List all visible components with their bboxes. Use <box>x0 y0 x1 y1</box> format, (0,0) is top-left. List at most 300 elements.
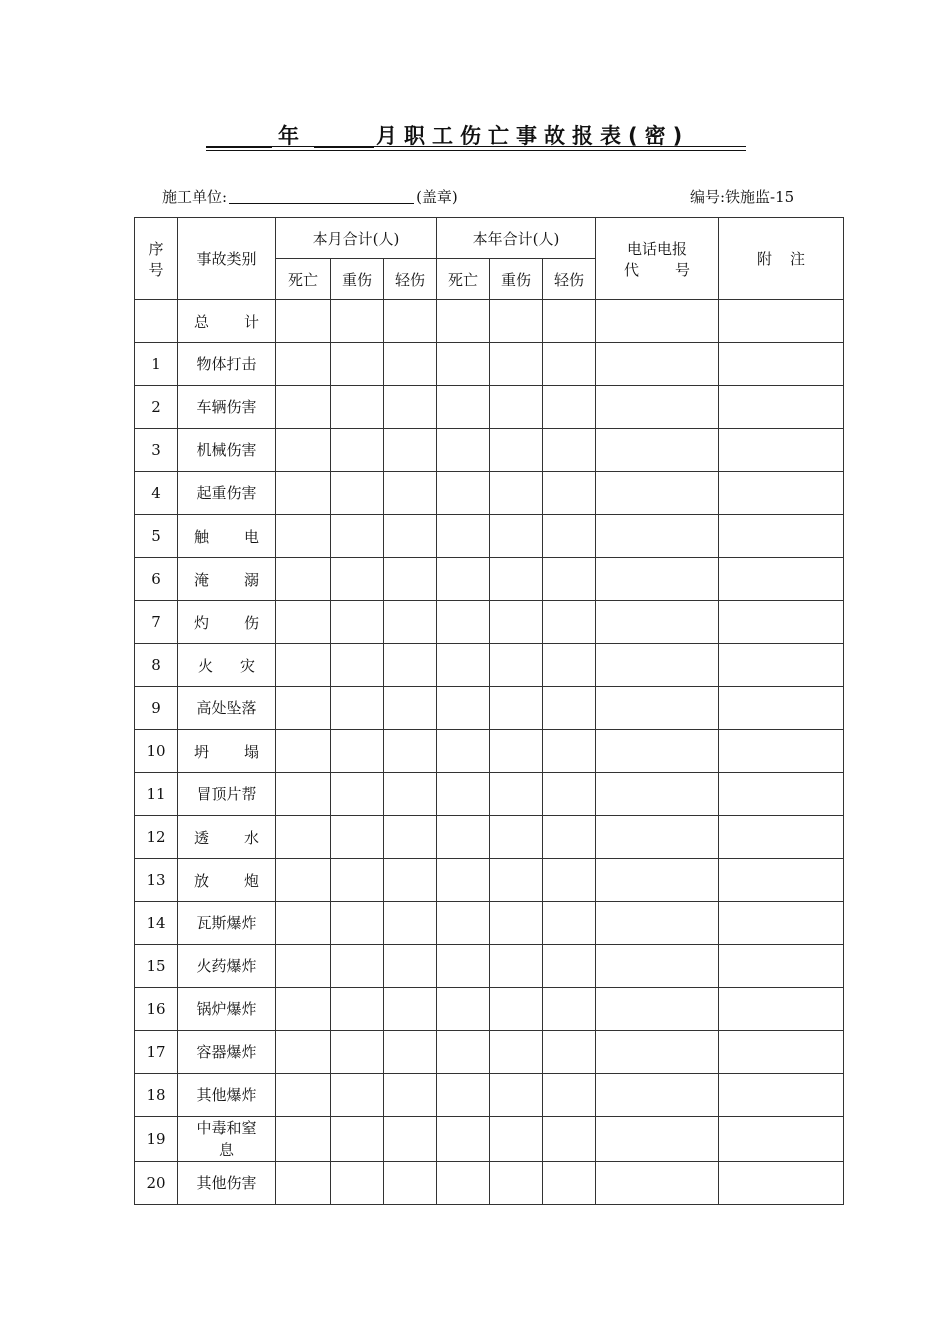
category-name-a: 坍 <box>194 742 210 761</box>
table-row <box>135 687 844 730</box>
input-cell[interactable] <box>276 300 331 343</box>
input-cell[interactable] <box>543 859 596 902</box>
total-label-a: 总 <box>194 312 210 331</box>
input-cell[interactable] <box>276 816 331 859</box>
telegram-code-header <box>596 218 719 300</box>
input-cell[interactable] <box>596 773 719 816</box>
month-serious-header: 重伤 <box>331 259 384 300</box>
input-cell[interactable] <box>719 558 844 601</box>
note-header <box>719 218 844 300</box>
total-row <box>135 300 844 343</box>
input-cell[interactable] <box>331 988 384 1031</box>
category-name-text <box>178 612 275 633</box>
input-cell[interactable] <box>331 1074 384 1117</box>
input-cell[interactable] <box>437 1031 490 1074</box>
category-name-text: 其他伤害 <box>196 1174 257 1192</box>
category-name-text: 冒顶片帮 <box>196 785 257 803</box>
input-cell[interactable] <box>384 558 437 601</box>
row-number: 5 <box>135 515 178 558</box>
input-cell[interactable] <box>596 859 719 902</box>
input-cell[interactable] <box>719 1074 844 1117</box>
input-cell[interactable] <box>384 300 437 343</box>
input-cell[interactable] <box>276 902 331 945</box>
category-name-a: 淹 <box>194 570 210 589</box>
input-cell[interactable] <box>437 644 490 687</box>
year-death-header: 死亡 <box>437 259 490 300</box>
total-label-text <box>178 311 275 332</box>
year-serious-header: 重伤 <box>490 259 543 300</box>
input-cell[interactable] <box>596 988 719 1031</box>
input-cell[interactable] <box>719 1162 844 1205</box>
input-cell[interactable] <box>331 859 384 902</box>
total-label <box>178 300 276 343</box>
seal-label: (盖章) <box>416 188 458 206</box>
telegram-header-top: 电话电报 <box>627 239 688 258</box>
title-double-underline <box>206 146 746 151</box>
input-cell[interactable] <box>719 988 844 1031</box>
input-cell[interactable] <box>331 816 384 859</box>
input-cell[interactable] <box>543 816 596 859</box>
input-cell[interactable] <box>384 902 437 945</box>
telegram-header-b2: 号 <box>675 260 691 279</box>
input-cell[interactable] <box>331 773 384 816</box>
input-cell[interactable] <box>276 730 331 773</box>
input-cell[interactable] <box>331 300 384 343</box>
input-cell[interactable] <box>276 515 331 558</box>
row-number: 17 <box>135 1031 178 1074</box>
category-name <box>178 902 276 945</box>
table-row <box>135 644 844 687</box>
input-cell[interactable] <box>331 730 384 773</box>
input-cell[interactable] <box>437 1117 490 1162</box>
input-cell[interactable] <box>490 859 543 902</box>
input-cell[interactable] <box>490 515 543 558</box>
table-row <box>135 343 844 386</box>
input-cell[interactable] <box>719 859 844 902</box>
input-cell[interactable] <box>490 730 543 773</box>
input-cell[interactable] <box>596 515 719 558</box>
input-cell[interactable] <box>437 386 490 429</box>
input-cell[interactable] <box>437 343 490 386</box>
input-cell[interactable] <box>596 644 719 687</box>
row-number: 19 <box>135 1117 178 1162</box>
input-cell[interactable] <box>543 1031 596 1074</box>
input-cell[interactable] <box>384 1031 437 1074</box>
input-cell[interactable] <box>543 1117 596 1162</box>
input-cell[interactable] <box>276 558 331 601</box>
input-cell[interactable] <box>384 1117 437 1162</box>
row-number: 18 <box>135 1074 178 1117</box>
row-number: 20 <box>135 1162 178 1205</box>
category-name-b: 水 <box>243 828 259 847</box>
category-name-text: 起重伤害 <box>196 484 257 502</box>
input-cell[interactable] <box>490 1117 543 1162</box>
input-cell[interactable] <box>384 859 437 902</box>
unit-label: 施工单位: <box>162 188 228 206</box>
input-cell[interactable] <box>437 601 490 644</box>
category-name <box>178 601 276 644</box>
input-cell[interactable] <box>543 300 596 343</box>
unit-input-line[interactable] <box>229 189 414 204</box>
input-cell[interactable] <box>543 515 596 558</box>
input-cell[interactable] <box>490 1031 543 1074</box>
input-cell[interactable] <box>490 558 543 601</box>
input-cell[interactable] <box>384 644 437 687</box>
input-cell[interactable] <box>719 730 844 773</box>
category-name-a: 火 <box>198 656 214 675</box>
category-name-text: 机械伤害 <box>196 441 257 459</box>
row-number: 13 <box>135 859 178 902</box>
input-cell[interactable] <box>384 1162 437 1205</box>
input-cell[interactable] <box>490 687 543 730</box>
category-name-text <box>178 569 275 590</box>
input-cell[interactable] <box>719 429 844 472</box>
input-cell[interactable] <box>437 429 490 472</box>
row-number: 9 <box>135 687 178 730</box>
category-name-a: 触 <box>194 527 210 546</box>
table-row <box>135 472 844 515</box>
category-name-b: 炮 <box>243 871 259 890</box>
note-header-text <box>719 248 843 269</box>
input-cell[interactable] <box>384 1074 437 1117</box>
note-header-b: 注 <box>790 250 806 268</box>
input-cell[interactable] <box>490 300 543 343</box>
category-name <box>178 988 276 1031</box>
input-cell[interactable] <box>719 945 844 988</box>
total-seq-cell <box>135 300 178 343</box>
category-name <box>178 429 276 472</box>
seq-header-top: 序 <box>148 239 164 258</box>
category-name <box>178 1031 276 1074</box>
category-name-text: 物体打击 <box>196 355 257 373</box>
input-cell[interactable] <box>437 816 490 859</box>
category-name-text: 锅炉爆炸 <box>196 1000 257 1018</box>
input-cell[interactable] <box>384 687 437 730</box>
input-cell[interactable] <box>719 515 844 558</box>
input-cell[interactable] <box>331 1162 384 1205</box>
table-row <box>135 515 844 558</box>
input-cell[interactable] <box>719 472 844 515</box>
input-cell[interactable] <box>719 300 844 343</box>
input-cell[interactable] <box>384 730 437 773</box>
input-cell[interactable] <box>276 601 331 644</box>
input-cell[interactable] <box>543 730 596 773</box>
table-row <box>135 816 844 859</box>
header-row-1 <box>135 218 844 259</box>
category-name <box>178 472 276 515</box>
input-cell[interactable] <box>596 902 719 945</box>
category-name-text <box>178 827 275 848</box>
input-cell[interactable] <box>331 386 384 429</box>
input-cell[interactable] <box>437 1162 490 1205</box>
input-cell[interactable] <box>331 945 384 988</box>
input-cell[interactable] <box>276 644 331 687</box>
input-cell[interactable] <box>437 945 490 988</box>
category-name-text <box>178 526 275 547</box>
input-cell[interactable] <box>719 1031 844 1074</box>
input-cell[interactable] <box>719 773 844 816</box>
category-name-text: 容器爆炸 <box>196 1043 257 1061</box>
input-cell[interactable] <box>331 601 384 644</box>
input-cell[interactable] <box>490 988 543 1031</box>
year-total-header: 本年合计(人) <box>437 218 596 259</box>
input-cell[interactable] <box>384 472 437 515</box>
input-cell[interactable] <box>276 859 331 902</box>
input-cell[interactable] <box>276 945 331 988</box>
input-cell[interactable] <box>276 1162 331 1205</box>
category-name-text: 其他爆炸 <box>196 1086 257 1104</box>
category-name <box>178 644 276 687</box>
input-cell[interactable] <box>331 343 384 386</box>
input-cell[interactable] <box>543 902 596 945</box>
category-name-b: 溺 <box>243 570 259 589</box>
row-number: 15 <box>135 945 178 988</box>
table-row <box>135 945 844 988</box>
input-cell[interactable] <box>596 601 719 644</box>
input-cell[interactable] <box>596 558 719 601</box>
input-cell[interactable] <box>719 902 844 945</box>
category-name-b: 塌 <box>243 742 259 761</box>
input-cell[interactable] <box>384 343 437 386</box>
input-cell[interactable] <box>490 1074 543 1117</box>
input-cell[interactable] <box>490 1162 543 1205</box>
input-cell[interactable] <box>719 386 844 429</box>
input-cell[interactable] <box>331 558 384 601</box>
telegram-header-b1: 代 <box>624 260 640 279</box>
input-cell[interactable] <box>596 945 719 988</box>
category-name <box>178 1117 276 1162</box>
input-cell[interactable] <box>437 859 490 902</box>
input-cell[interactable] <box>437 773 490 816</box>
input-cell[interactable] <box>596 429 719 472</box>
input-cell[interactable] <box>490 386 543 429</box>
row-number: 14 <box>135 902 178 945</box>
month-total-header: 本月合计(人) <box>276 218 437 259</box>
input-cell[interactable] <box>276 1031 331 1074</box>
category-name <box>178 515 276 558</box>
category-name <box>178 730 276 773</box>
input-cell[interactable] <box>437 1074 490 1117</box>
input-cell[interactable] <box>384 816 437 859</box>
input-cell[interactable] <box>331 1117 384 1162</box>
row-number: 3 <box>135 429 178 472</box>
input-cell[interactable] <box>719 1117 844 1162</box>
category-name <box>178 945 276 988</box>
month-minor-header: 轻伤 <box>384 259 437 300</box>
row-number: 2 <box>135 386 178 429</box>
input-cell[interactable] <box>596 343 719 386</box>
category-name-text <box>178 741 275 762</box>
input-cell[interactable] <box>437 558 490 601</box>
category-name <box>178 687 276 730</box>
input-cell[interactable] <box>437 515 490 558</box>
input-cell[interactable] <box>331 515 384 558</box>
category-name-b: 伤 <box>243 613 259 632</box>
category-name-text: 高处坠落 <box>196 699 257 717</box>
unit-field <box>162 186 458 207</box>
input-cell[interactable] <box>276 1117 331 1162</box>
table-row <box>135 558 844 601</box>
input-cell[interactable] <box>596 1162 719 1205</box>
input-cell[interactable] <box>276 343 331 386</box>
input-cell[interactable] <box>490 644 543 687</box>
input-cell[interactable] <box>331 902 384 945</box>
category-name-b: 电 <box>243 527 259 546</box>
input-cell[interactable] <box>543 386 596 429</box>
input-cell[interactable] <box>276 472 331 515</box>
table-row <box>135 988 844 1031</box>
input-cell[interactable] <box>543 773 596 816</box>
category-name <box>178 343 276 386</box>
input-cell[interactable] <box>331 644 384 687</box>
input-cell[interactable] <box>437 988 490 1031</box>
row-number: 11 <box>135 773 178 816</box>
row-number: 10 <box>135 730 178 773</box>
category-header: 事故类别 <box>178 218 276 300</box>
input-cell[interactable] <box>596 1074 719 1117</box>
category-name <box>178 558 276 601</box>
input-cell[interactable] <box>276 1074 331 1117</box>
input-cell[interactable] <box>543 1162 596 1205</box>
row-number: 8 <box>135 644 178 687</box>
input-cell[interactable] <box>331 687 384 730</box>
seq-header <box>135 218 178 300</box>
accident-report-table <box>134 217 844 1205</box>
input-cell[interactable] <box>596 687 719 730</box>
category-rows <box>135 343 844 1205</box>
input-cell[interactable] <box>719 601 844 644</box>
input-cell[interactable] <box>331 1031 384 1074</box>
input-cell[interactable] <box>596 386 719 429</box>
input-cell[interactable] <box>490 773 543 816</box>
table-row <box>135 1117 844 1162</box>
input-cell[interactable] <box>384 429 437 472</box>
title-text: 月职工伤亡事故报表(密) <box>376 124 690 148</box>
category-name-a: 灼 <box>194 613 210 632</box>
input-cell[interactable] <box>384 386 437 429</box>
category-name <box>178 1162 276 1205</box>
input-cell[interactable] <box>276 988 331 1031</box>
input-cell[interactable] <box>331 472 384 515</box>
month-death-header: 死亡 <box>276 259 331 300</box>
input-cell[interactable] <box>543 945 596 988</box>
table-row <box>135 730 844 773</box>
input-cell[interactable] <box>543 429 596 472</box>
row-number: 6 <box>135 558 178 601</box>
input-cell[interactable] <box>490 472 543 515</box>
category-name-a: 透 <box>194 828 210 847</box>
table-row <box>135 1031 844 1074</box>
input-cell[interactable] <box>596 816 719 859</box>
input-cell[interactable] <box>596 1117 719 1162</box>
year-minor-header: 轻伤 <box>543 259 596 300</box>
input-cell[interactable] <box>276 386 331 429</box>
row-number: 4 <box>135 472 178 515</box>
input-cell[interactable] <box>437 902 490 945</box>
category-name-text: 火药爆炸 <box>196 957 257 975</box>
category-name <box>178 859 276 902</box>
table-row <box>135 773 844 816</box>
input-cell[interactable] <box>437 300 490 343</box>
input-cell[interactable] <box>490 816 543 859</box>
input-cell[interactable] <box>543 1074 596 1117</box>
input-cell[interactable] <box>543 558 596 601</box>
input-cell[interactable] <box>719 816 844 859</box>
input-cell[interactable] <box>331 429 384 472</box>
input-cell[interactable] <box>490 343 543 386</box>
category-name-text <box>178 655 275 676</box>
total-label-b: 计 <box>243 312 259 331</box>
category-name <box>178 773 276 816</box>
input-cell[interactable] <box>437 472 490 515</box>
telegram-header-bottom <box>596 259 718 280</box>
input-cell[interactable] <box>543 644 596 687</box>
category-name-a: 放 <box>194 871 210 890</box>
input-cell[interactable] <box>596 472 719 515</box>
input-cell[interactable] <box>596 730 719 773</box>
input-cell[interactable] <box>437 687 490 730</box>
category-name <box>178 816 276 859</box>
input-cell[interactable] <box>384 988 437 1031</box>
input-cell[interactable] <box>490 902 543 945</box>
input-cell[interactable] <box>543 472 596 515</box>
title-year-label: 年 <box>278 124 299 148</box>
row-number: 1 <box>135 343 178 386</box>
code-label: 编号:铁施监-15 <box>690 188 795 206</box>
category-name-text: 瓦斯爆炸 <box>196 914 257 932</box>
table-row <box>135 902 844 945</box>
category-name <box>178 1074 276 1117</box>
input-cell[interactable] <box>276 773 331 816</box>
category-name-b: 灾 <box>239 656 255 675</box>
input-cell[interactable] <box>719 687 844 730</box>
category-name <box>178 386 276 429</box>
seq-header-bottom: 号 <box>148 260 164 279</box>
input-cell[interactable] <box>276 687 331 730</box>
input-cell[interactable] <box>384 945 437 988</box>
input-cell[interactable] <box>543 343 596 386</box>
input-cell[interactable] <box>384 601 437 644</box>
input-cell[interactable] <box>490 601 543 644</box>
input-cell[interactable] <box>384 773 437 816</box>
category-name-text: 中毒和窒息 <box>196 1119 257 1159</box>
table-row <box>135 1074 844 1117</box>
input-cell[interactable] <box>543 601 596 644</box>
table-row <box>135 859 844 902</box>
input-cell[interactable] <box>490 945 543 988</box>
table-row <box>135 429 844 472</box>
note-header-a: 附 <box>757 250 773 268</box>
input-cell[interactable] <box>719 343 844 386</box>
table-row <box>135 1162 844 1205</box>
table-row <box>135 601 844 644</box>
input-cell[interactable] <box>719 644 844 687</box>
category-name-text <box>178 870 275 891</box>
row-number: 16 <box>135 988 178 1031</box>
row-number: 12 <box>135 816 178 859</box>
input-cell[interactable] <box>596 1031 719 1074</box>
category-name-text: 车辆伤害 <box>196 398 257 416</box>
input-cell[interactable] <box>543 687 596 730</box>
input-cell[interactable] <box>543 988 596 1031</box>
input-cell[interactable] <box>276 429 331 472</box>
input-cell[interactable] <box>384 515 437 558</box>
input-cell[interactable] <box>596 300 719 343</box>
table-row <box>135 386 844 429</box>
input-cell[interactable] <box>490 429 543 472</box>
input-cell[interactable] <box>437 730 490 773</box>
row-number: 7 <box>135 601 178 644</box>
